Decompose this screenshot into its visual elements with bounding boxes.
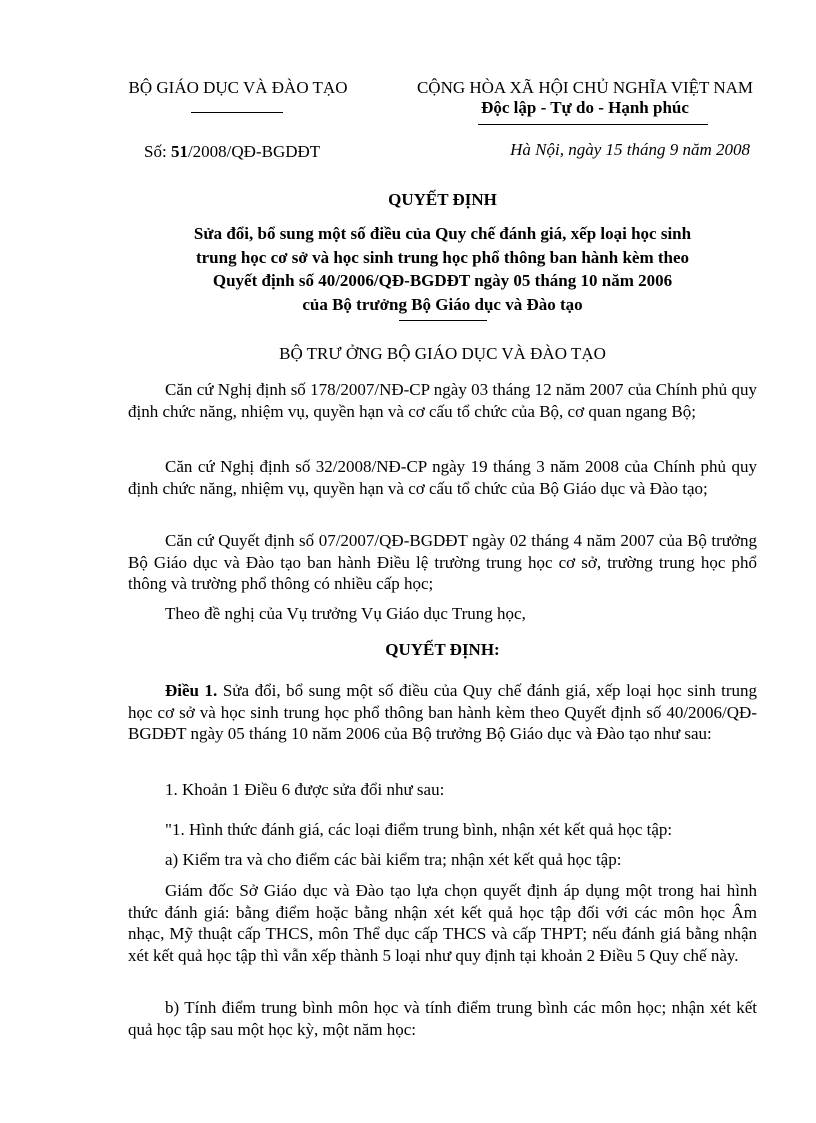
subtitle-line: Sửa đổi, bổ sung một số điều của Quy chế đánh giá, xếp loại học sinh	[193, 224, 692, 243]
article-1-label: Điều 1.	[165, 681, 218, 700]
place-date: Hà Nội, ngày 15 tháng 9 năm 2008	[510, 140, 750, 159]
ministry-underline	[191, 112, 283, 113]
republic-name: CỘNG HÒA XÃ HỘI CHỦ NGHĨA VIỆT NAM	[416, 78, 754, 97]
number-suffix: /2008/QĐ-BGDĐT	[187, 142, 321, 161]
authority-line: BỘ TRƯ ỞNG BỘ GIÁO DỤC VÀ ĐÀO TẠO	[279, 344, 606, 363]
number-prefix: Số:	[144, 142, 171, 161]
item-1: 1. Khoản 1 Điều 6 được sửa đổi như sau:	[165, 780, 445, 799]
number-value: 51	[170, 142, 188, 161]
document-title: QUYẾT ĐỊNH	[388, 190, 497, 209]
preamble-paragraph-1: Căn cứ Nghị định số 178/2007/NĐ-CP ngày 03 tháng 12 năm 2007 của Chính phủ quy định chức năng, nhiệm vụ, quyền hạn và cơ cấu tổ chức của Bộ, cơ quan ngang Bộ;	[128, 380, 757, 421]
subtitle-line: trung học cơ sở và học sinh trung học phổ thông ban hành kèm theo	[195, 247, 690, 267]
ministry-name: BỘ GIÁO DỤC VÀ ĐÀO TẠO	[128, 78, 348, 97]
point-b: b) Tính điểm trung bình môn học và tính điểm trung bình các môn học; nhận xét kết quả học tập sau một học kỳ, một năm học:	[128, 998, 757, 1039]
document-subtitle	[128, 222, 757, 316]
director-paragraph: Giám đốc Sở Giáo dục và Đào tạo lựa chọn quyết định áp dụng một trong hai hình thức đánh giá: bằng điểm hoặc bằng nhận xét kết quả học tập đối với các môn học Âm nhạc, Mỹ thuật cấp THCS, môn Thể dục cấp THCS và cấp THPT; nếu đánh giá bằng nhận xét kết quả học tập thì vẫn xếp thành 5 loại như quy định tại khoản 2 Điều 5 Quy chế này.	[128, 881, 757, 965]
article-1-paragraph	[128, 680, 757, 745]
article-1-text: Sửa đổi, bổ sung một số điều của Quy chế đánh giá, xếp loại học sinh trung học cơ sở và học sinh trung học phổ thông ban hành kèm theo Quyết định số 40/2006/QĐ-BGDĐT ngày 05 tháng 10 năm 2006 của Bộ trưởng Bộ Giáo dục và Đào tạo như sau:	[128, 681, 757, 743]
point-a: a) Kiểm tra và cho điểm các bài kiểm tra; nhận xét kết quả học tập:	[165, 850, 622, 869]
preamble-paragraph-4: Theo đề nghị của Vụ trưởng Vụ Giáo dục Trung học,	[165, 604, 526, 623]
motto: Độc lập - Tự do - Hạnh phúc	[481, 98, 689, 117]
motto-underline	[478, 124, 708, 125]
quote-1: "1. Hình thức đánh giá, các loại điểm trung bình, nhận xét kết quả học tập:	[165, 820, 673, 839]
preamble-paragraph-2: Căn cứ Nghị định số 32/2008/NĐ-CP ngày 19 tháng 3 năm 2008 của Chính phủ quy định chức năng, nhiệm vụ, quyền hạn và cơ cấu tổ chức của Bộ Giáo dục và Đào tạo;	[128, 457, 757, 498]
decision-heading: QUYẾT ĐỊNH:	[385, 640, 500, 659]
title-underline	[399, 320, 487, 321]
document-number	[144, 142, 320, 162]
subtitle-line: của Bộ trưởng Bộ Giáo dục và Đào tạo	[302, 294, 583, 314]
preamble-paragraph-3: Căn cứ Quyết định số 07/2007/QĐ-BGDĐT ngày 02 tháng 4 năm 2007 của Bộ trưởng Bộ Giáo dục và Đào tạo ban hành Điều lệ trường trung học cơ sở, trường trung học phổ thông và trường phổ thông có nhiều cấp học;	[128, 531, 757, 593]
subtitle-line: Quyết định số 40/2006/QĐ-BGDĐT ngày 05 tháng 10 năm 2006	[212, 271, 673, 290]
